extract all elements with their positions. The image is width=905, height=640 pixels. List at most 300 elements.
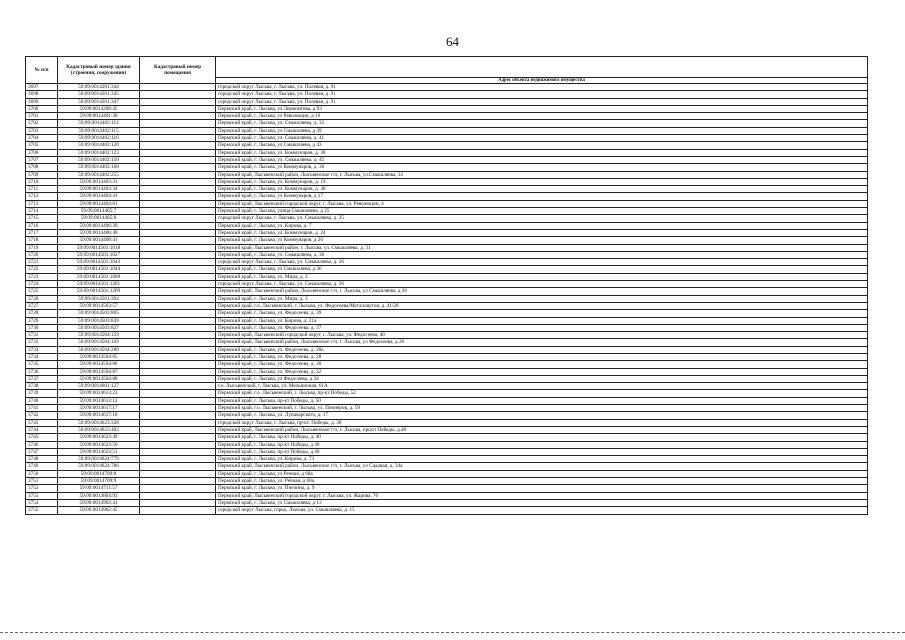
row-cadastral-room [140,178,216,185]
row-cadastral-building: 59:09:0014503:839 [58,317,140,324]
row-number: 3743 [26,419,58,426]
row-cadastral-building: 59:09:0014501:1027 [58,251,140,258]
row-address: Пермский край, г. Лысьва, ул. Федосеева, д. 39 [216,310,868,317]
row-address: Пермский край, г. Лысьва, ул. Луначарского, д. 17 [216,412,868,419]
row-number: 3754 [26,499,58,506]
row-cadastral-building: 59:09:0014408:41 [58,237,140,244]
row-cadastral-building: 59:09:0014504:87 [58,368,140,375]
row-cadastral-building: 59:09:0014201:345 [58,91,140,98]
row-number: 3703 [26,127,58,134]
row-cadastral-building: 59:09:0014902:45 [58,507,140,514]
row-address: городской округ Лысьва, г. Лысьва, ул. Смышляева, д. 36 [216,281,868,288]
table-row [26,397,868,404]
row-cadastral-building: 59:09:0014623:49 [58,434,140,441]
row-number: 3710 [26,178,58,185]
table-row [26,295,868,302]
row-cadastral-building: 59:09:0014402:255 [58,171,140,178]
row-cadastral-building: 59:09:0014617:17 [58,405,140,412]
row-cadastral-room [140,127,216,134]
row-cadastral-room [140,339,216,346]
row-cadastral-building: 59:09:0014501:1269 [58,288,140,295]
row-cadastral-building: 59:09:0014402:120 [58,142,140,149]
row-cadastral-building: 59:09:0014406:39 [58,222,140,229]
row-number: 3753 [26,492,58,499]
row-address: Пермский край, г. Лысьва, ул. Речная, д 68а [216,478,868,485]
row-address: Пермский край, г. Лысьва, ул. Мира, д. 3 [216,295,868,302]
row-address: Пермский край, г.о. Лысьвенский, г. Лысьва, ул. Федосеева/Металлистов, д. 41/28 [216,302,868,309]
table-row [26,412,868,419]
table-row [26,405,868,412]
row-number: 3716 [26,222,58,229]
row-number: 3698 [26,91,58,98]
row-address: Пермский край, г. Лысьва, пр-кт Победы, д. 50 [216,397,868,404]
row-address: Пермский край, Лысьвенский район, Лысьвенское г/п, г. Лысьва, ул Федосеева, д 28 [216,339,868,346]
row-cadastral-room [140,456,216,463]
row-address: Пермский край, Лысьвенский городской округ, г. Лысьва, ул. Жарова, 76 [216,492,868,499]
row-number: 3722 [26,266,58,273]
row-number: 3707 [26,156,58,163]
row-number: 3740 [26,397,58,404]
table-row [26,507,868,514]
table-row [26,339,868,346]
row-address: Пермский край, г. Лысьва, ул. Федосеева, д. 37 [216,324,868,331]
row-cadastral-room [140,383,216,390]
registry-table [25,56,868,515]
row-address: Пермский край, г. Лысьва, ул. Смышляева, д. 41 [216,135,868,142]
table-row [26,91,868,98]
row-number: 3714 [26,208,58,215]
row-cadastral-room [140,485,216,492]
table-row [26,499,868,506]
row-cadastral-building: 59:09:0014401:30 [58,113,140,120]
row-cadastral-building: 59:09:0014503:827 [58,324,140,331]
row-number: 3746 [26,441,58,448]
row-cadastral-building: 59:09:0014504:86 [58,361,140,368]
row-cadastral-room [140,310,216,317]
row-number: 3747 [26,448,58,455]
row-number: 3730 [26,324,58,331]
row-cadastral-room [140,222,216,229]
row-address: Пермский край, г. Лысьва, ул. Смышляева, д. 45 [216,156,868,163]
row-cadastral-building: 59:09:0014503:57 [58,302,140,309]
row-address: Пермский край, Лысьвенский район, Лысьвенское г/п, г. Лысьва, ул.Смышляева, 33 [216,171,868,178]
row-cadastral-room [140,426,216,433]
row-address: Пермский край, г. Лысьва, ул. Коммунаров, д. 19 [216,178,868,185]
table-row [26,164,868,171]
row-number: 3737 [26,375,58,382]
row-address: Пермский край, г. Лысьва, ул Коммунаров, д 26 [216,237,868,244]
row-cadastral-building: 59:09:0014406:40 [58,229,140,236]
row-cadastral-building: 59:09:0014403:34 [58,186,140,193]
row-number: 3704 [26,135,58,142]
row-cadastral-room [140,215,216,222]
row-cadastral-room [140,368,216,375]
row-cadastral-building: 59:09:0014711:57 [58,485,140,492]
row-address: городской округ Лысьва, г. Лысьва, ул. Смышляева, д. 25 [216,215,868,222]
page-bottom-divider [0,632,905,634]
table-row [26,492,868,499]
row-cadastral-building: 59:09:0014402:112 [58,120,140,127]
row-cadastral-room [140,281,216,288]
table-row [26,324,868,331]
row-cadastral-building: 59:09:0014624:779 [58,456,140,463]
row-address: Пермский край, г. Лысьва, пр-кт Победы, д 40 [216,448,868,455]
row-address: Пермский край, г. Лысьва, ул. Кирова, д. 7 [216,222,868,229]
row-address: Пермский край, г. Лысьва, ул Коммунаров, д 17 [216,193,868,200]
row-cadastral-building: 59:09:0014624:786 [58,463,140,470]
table-row [26,200,868,207]
row-cadastral-room [140,200,216,207]
table-row [26,142,868,149]
row-address: городской округ Лысьва, г. Лысьва, ул. Смышляева, д. 36 [216,259,868,266]
row-number: 3728 [26,310,58,317]
row-address: Пермский край, г. Лысьва, ул. Федосеева, д. 30 [216,361,868,368]
row-cadastral-room [140,237,216,244]
table-row [26,368,868,375]
row-address: Пермский край, г. Лысьва, ул Федосеева, д 34 [216,375,868,382]
row-address: Пермский край, г. Лысьва, ул. Коммунаров, д. 38 [216,149,868,156]
table-row [26,448,868,455]
row-number: 3718 [26,237,58,244]
row-number: 3731 [26,332,58,339]
row-address: Пермский край, г. Лысьва, ул Смышляева, д 13 [216,499,868,506]
row-cadastral-building: 59:09:0014501:1043 [58,259,140,266]
row-address: Пермский край, г. Лысьва, ул. Федосеева, д. 32 [216,368,868,375]
header-cadastral-building: Кадастровый номер здания (строения, сооружения) [58,57,140,84]
row-address: Пермский край, г. Лысьва, ул. Федосеева, д. 28 [216,353,868,360]
row-number: 3748 [26,456,58,463]
row-cadastral-room [140,478,216,485]
row-cadastral-room [140,353,216,360]
row-cadastral-building: 59:09:0014601:127 [58,383,140,390]
row-cadastral-building: 59:09:0014504:159 [58,332,140,339]
table-row [26,208,868,215]
row-number: 3715 [26,215,58,222]
header-cadastral-room: Кадастровый номер помещения [140,57,216,84]
row-number: 3745 [26,434,58,441]
table-row [26,375,868,382]
row-address: Пермский край, Лысьвенский район, Лысьвенское г/п, г. Лысьва, ул Садовая, д. 34а [216,463,868,470]
table-row [26,222,868,229]
row-address: городской округ Лысьва, г. Лысьва, ул. Полевая, д. 91 [216,84,868,91]
row-cadastral-room [140,412,216,419]
table-row [26,273,868,280]
row-cadastral-room [140,346,216,353]
header-address: Адрес объекта недвижимого имущества [216,78,868,84]
registry-rows [26,84,868,515]
table-row [26,419,868,426]
row-address: Пермский край, г.о. Лысьвенский, г. Лысьва, пр-кт Победы, 52 [216,390,868,397]
row-number: 3751 [26,478,58,485]
row-address: городской округ Лысьва, г. Лысьва, ул. Полевая, д. 91 [216,91,868,98]
row-cadastral-building: 59:09:0014208:45 [58,105,140,112]
row-address: городской округ Лысьва, город. Лысьва, ул. Смышляева, д. 15 [216,507,868,514]
row-number: 3702 [26,120,58,127]
row-cadastral-room [140,375,216,382]
row-cadastral-building: 59:09:0014501:1044 [58,266,140,273]
row-number: 3700 [26,105,58,112]
table-row [26,186,868,193]
row-cadastral-room [140,149,216,156]
row-cadastral-room [140,186,216,193]
table-row [26,426,868,433]
row-address: Пермский край, г. Лысьва, пр-кт Победы, д 40 [216,441,868,448]
row-number: 3735 [26,361,58,368]
row-cadastral-building: 59:09:0014623:328 [58,419,140,426]
row-number: 3741 [26,405,58,412]
row-cadastral-room [140,448,216,455]
row-cadastral-room [140,405,216,412]
row-address: Пермский край, г. Лысьва, ул. Коммунаров, д. 24 [216,229,868,236]
row-number: 3732 [26,339,58,346]
row-cadastral-building: 59:09:0014613:12 [58,397,140,404]
table-row [26,302,868,309]
row-number: 3736 [26,368,58,375]
row-address: Пермский край, г. Лысьва, ул. Кирова, д. 21а [216,317,868,324]
row-cadastral-building: 59:09:0014709:8 [58,470,140,477]
table-row [26,237,868,244]
row-cadastral-room [140,229,216,236]
row-number: 3742 [26,412,58,419]
table-row [26,361,868,368]
row-cadastral-building: 59:09:0014403:31 [58,178,140,185]
row-cadastral-building: 59:09:0014617:18 [58,412,140,419]
table-row [26,266,868,273]
table-row [26,193,868,200]
table-row [26,310,868,317]
header-number: № п/п [26,57,58,84]
row-number: 3709 [26,171,58,178]
row-cadastral-building: 59:09:0014623:50 [58,441,140,448]
row-number: 3711 [26,186,58,193]
row-cadastral-room [140,332,216,339]
row-cadastral-building: 59:09:0014504:169 [58,339,140,346]
row-cadastral-room [140,499,216,506]
row-address: Пермский край, г. Лысьва, улица Смышляева, д 25 [216,208,868,215]
row-address: Пермский край, г. Лысьва, ул. Федосеева, д. 28а [216,346,868,353]
table-row [26,383,868,390]
row-number: 3699 [26,98,58,105]
row-cadastral-building: 59:09:0014404:41 [58,193,140,200]
row-cadastral-building: 59:09:0014804:93 [58,492,140,499]
row-cadastral-building: 59:09:0014405:8 [58,215,140,222]
row-number: 3719 [26,244,58,251]
row-cadastral-building: 59:09:0014613:23 [58,390,140,397]
row-address: Пермский край, г. Лысьва, ул Коммунаров, д. 36 [216,164,868,171]
table-row [26,120,868,127]
row-cadastral-building: 59:09:0014501:1018 [58,244,140,251]
table-row [26,156,868,163]
row-address: Пермский край, г. Лысьва, ул Лермонтова, д 93 [216,105,868,112]
table-row [26,317,868,324]
table-row [26,281,868,288]
row-address: Пермский край, г. Лысьва, ул Смышляева, д 39 [216,127,868,134]
table-row [26,229,868,236]
table-row [26,127,868,134]
table-row [26,171,868,178]
row-address: Пермский край, г. Лысьва, ул. Смышляева, д. 33 [216,120,868,127]
row-cadastral-room [140,251,216,258]
row-number: 3729 [26,317,58,324]
row-cadastral-room [140,208,216,215]
row-number: 3739 [26,390,58,397]
table-row [26,105,868,112]
table-row [26,215,868,222]
table-row [26,84,868,91]
table-row [26,390,868,397]
row-address: Пермский край, г. Лысьва, ул. Смышляева, д. 38 [216,251,868,258]
row-number: 3727 [26,302,58,309]
row-cadastral-room [140,507,216,514]
row-cadastral-room [140,98,216,105]
row-number: 3733 [26,346,58,353]
row-cadastral-building: 59:09:0014404:81 [58,200,140,207]
row-cadastral-room [140,434,216,441]
row-cadastral-room [140,302,216,309]
table-row [26,251,868,258]
row-address: Пермский край, Лысьвенский район, Лысьвенское г/п, г. Лысьва, просп Победы, д.40 [216,426,868,433]
row-address: Пермский край, Лысьвенский городской округ, г. Лысьва, ул. Федосеева, 40 [216,332,868,339]
row-cadastral-room [140,142,216,149]
row-cadastral-room [140,441,216,448]
row-address: Пермский край, г. Лысьва, ул Революции, д 16 [216,113,868,120]
row-number: 3744 [26,426,58,433]
row-cadastral-building: 59:09:0014504:88 [58,375,140,382]
row-cadastral-room [140,164,216,171]
row-cadastral-building: 59:09:0014501:394 [58,295,140,302]
table-row [26,346,868,353]
row-cadastral-room [140,193,216,200]
table-row [26,470,868,477]
row-cadastral-room [140,171,216,178]
row-cadastral-building: 59:09:0014201:347 [58,98,140,105]
row-number: 3717 [26,229,58,236]
row-number: 3721 [26,259,58,266]
row-number: 3706 [26,149,58,156]
row-cadastral-room [140,259,216,266]
row-cadastral-building: 59:09:0014402:150 [58,156,140,163]
row-cadastral-room [140,288,216,295]
row-cadastral-building: 59:09:0014501:1261 [58,281,140,288]
row-cadastral-room [140,317,216,324]
row-address: Пермский край, Лысьвенский район, г. Лысьва, ул. Смышляева, д. 31 [216,244,868,251]
row-cadastral-room [140,91,216,98]
row-address: Пермский край, г. Лысьва, ул. Мира, д. 3 [216,273,868,280]
row-cadastral-room [140,492,216,499]
table-row [26,244,868,251]
table-row [26,288,868,295]
page-number: 64 [446,34,459,49]
row-cadastral-room [140,135,216,142]
table-row [26,178,868,185]
row-cadastral-building: 59:09:0014503:805 [58,310,140,317]
table-row [26,113,868,120]
row-cadastral-building: 59:09:0014623:402 [58,426,140,433]
row-cadastral-building: 59:09:0014405:7 [58,208,140,215]
row-cadastral-room [140,113,216,120]
row-address: Пермский край, г. Лысьва, ул. Кирова, д. 73 [216,456,868,463]
table-row [26,135,868,142]
row-cadastral-room [140,463,216,470]
row-address: Пермский край, г. Лысьва, пр-кт Победы, д. 40 [216,434,868,441]
row-address: городской округ Лысьва, г. Лысьва, ул. Полевая, д. 91 [216,98,868,105]
row-number: 3755 [26,507,58,514]
row-address: Пермский край, г. Лысьва, ул Смышляева, д 43 [216,142,868,149]
row-number: 3713 [26,200,58,207]
row-address: Пермский край, Лысьвенский район, Лысьвенское г/п, г. Лысьва, ул Смышляева, д 36 [216,288,868,295]
row-number: 3708 [26,164,58,171]
row-address: Пермский край, г. Лысьва, ул Смышляева, д 36 [216,266,868,273]
table-row [26,353,868,360]
row-cadastral-building: 59:09:0014623:51 [58,448,140,455]
row-number: 3752 [26,485,58,492]
row-cadastral-room [140,266,216,273]
row-cadastral-building: 59:09:0014402:116 [58,135,140,142]
row-number: 3720 [26,251,58,258]
row-address: Пермский край, г. Лысьва, ул Речная, д 68а [216,470,868,477]
row-cadastral-building: 59:09:0014402:160 [58,164,140,171]
table-row [26,149,868,156]
row-address: Пермский край, г. Лысьва, ул. Коммунаров, д. 40 [216,186,868,193]
row-cadastral-building: 59:09:0014402:123 [58,149,140,156]
table-row [26,478,868,485]
row-number: 3701 [26,113,58,120]
row-number: 3712 [26,193,58,200]
row-cadastral-building: 59:09:0014402:115 [58,127,140,134]
row-cadastral-building: 59:09:0014902:41 [58,499,140,506]
row-number: 3749 [26,463,58,470]
table-row [26,485,868,492]
row-cadastral-room [140,470,216,477]
table-row [26,456,868,463]
row-cadastral-building: 59:09:0014504:85 [58,353,140,360]
row-address: г.о. Лысьвенский, г. Лысьва, ул. Мельничная, 61А [216,383,868,390]
row-cadastral-building: 59:09:0014201:344 [58,84,140,91]
row-address: Пермский край, Лысьвенский городской округ, г. Лысьва, ул. Революции, 4 [216,200,868,207]
row-number: 3738 [26,383,58,390]
row-cadastral-room [140,273,216,280]
row-number: 3705 [26,142,58,149]
row-cadastral-room [140,390,216,397]
row-number: 3750 [26,470,58,477]
row-number: 3697 [26,84,58,91]
row-number: 3724 [26,281,58,288]
row-cadastral-building: 59:09:0014501:1068 [58,273,140,280]
row-cadastral-room [140,397,216,404]
row-cadastral-room [140,105,216,112]
row-cadastral-room [140,361,216,368]
row-cadastral-room [140,156,216,163]
row-cadastral-room [140,120,216,127]
row-number: 3734 [26,353,58,360]
row-address: городской округ Лысьва, г. Лысьва, пр-кт. Победы, д. 38 [216,419,868,426]
row-cadastral-building: 59:09:0014504:280 [58,346,140,353]
row-cadastral-room [140,419,216,426]
row-cadastral-room [140,244,216,251]
table-row [26,98,868,105]
table-row [26,441,868,448]
row-cadastral-room [140,324,216,331]
row-cadastral-room [140,295,216,302]
row-number: 3725 [26,288,58,295]
row-cadastral-room [140,84,216,91]
row-number: 3723 [26,273,58,280]
table-row [26,434,868,441]
row-address: Пермский край, г. Лысьва, ул. Пчелина, д. 9 [216,485,868,492]
row-cadastral-building: 59:09:0014709:9 [58,478,140,485]
row-number: 3726 [26,295,58,302]
row-address: Пермский край, г.о. Лысьвенский, г. Лысьва, ул. Пионеров, д. 59 [216,405,868,412]
